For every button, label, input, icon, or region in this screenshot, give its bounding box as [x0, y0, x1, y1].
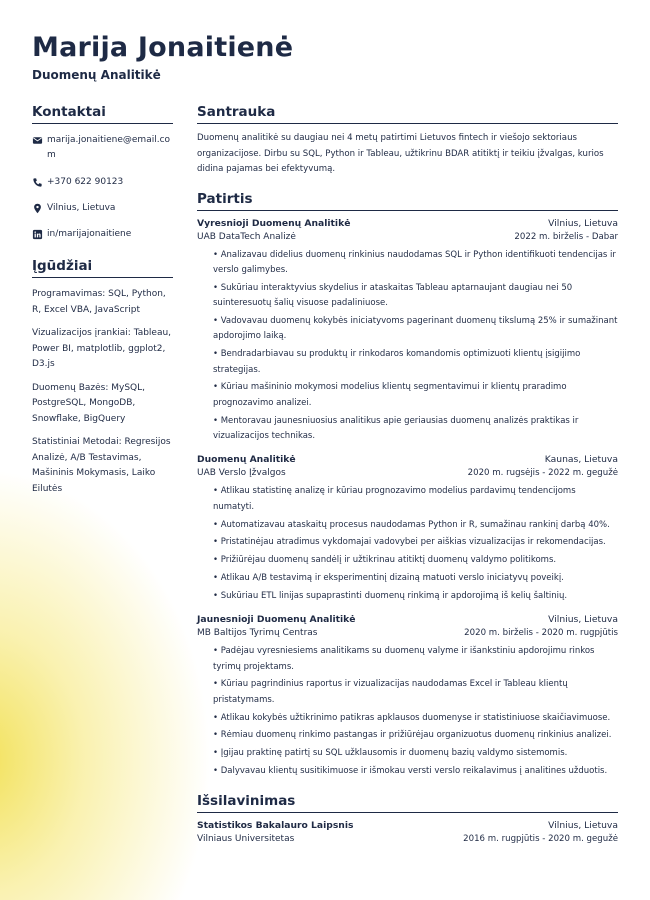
- job-bullets: [197, 248, 618, 445]
- contact-phone-text: +370 622 90123: [47, 177, 124, 187]
- summary-text: Duomenų analitikė su daugiau nei 4 metų patirtimi Lietuvos fintech ir viešojo sektoriaus organizacijose. Dirbu su SQL, Python ir Tableau, užtikrinu BDAR atitiktį ir teikiu įžvalgas, kurios didina pajamas bei efektyvumą.: [197, 133, 604, 174]
- education-location: Vilnius, Lietuva: [548, 820, 618, 832]
- job-bullet: • Rėmiau duomenų rinkimo pastangas ir prižiūrėjau organizuotus duomenų rinkinius analizei.: [213, 728, 618, 743]
- phone-icon: [32, 177, 43, 188]
- contact-linkedin[interactable]: [32, 227, 173, 242]
- summary-heading: Santrauka: [197, 104, 618, 124]
- job-company: UAB DataTech Analizė: [197, 231, 296, 242]
- job-bullet: • Sukūriau interaktyvius skydelius ir ataskaitas Tableau aptarnaujant daugiau nei 50 suinteresuotų šalių visuose padaliniuose.: [213, 281, 618, 312]
- job-location: Kaunas, Lietuva: [544, 454, 618, 466]
- job-dates: 2022 m. birželis - Dabar: [514, 231, 618, 242]
- contacts-heading: Kontaktai: [32, 104, 173, 124]
- education-degree: Statistikos Bakalauro Laipsnis: [197, 820, 354, 832]
- job-bullet: • Automatizavau ataskaitų procesus naudodamas Python ir R, sumažinau rankinį darbą 40%.: [213, 518, 618, 533]
- job-bullet: • Padėjau vyresniesiems analitikams su duomenų valyme ir išankstiniu apdorojimu rinkos tyrimų projektams.: [213, 644, 618, 675]
- education-entry: [197, 819, 618, 846]
- job-bullet: • Įgijau praktinę patirtį su SQL užklausomis ir duomenų bazių valdymo sistemomis.: [213, 746, 618, 761]
- job-dates: 2020 m. birželis - 2020 m. rugpjūtis: [464, 628, 618, 639]
- job-title: Jaunesnioji Duomenų Analitikė: [197, 614, 356, 626]
- location-icon: [32, 203, 43, 214]
- job-bullet: • Sukūriau ETL linijas supaprastinti duomenų rinkimą ir apdorojimą iš kelių šaltinių.: [213, 589, 618, 604]
- skill-item: Programavimas: SQL, Python, R, Excel VBA, JavaScript: [32, 289, 166, 315]
- job-title: Duomenų Analitikė: [197, 454, 296, 466]
- job-bullet: • Kūriau pagrindinius raportus ir vizualizacijas naudodamas Excel ir Tableau klientų pristatymams.: [213, 677, 618, 708]
- job-bullet: • Atlikau A/B testavimą ir eksperimentinį dizainą matuoti verslo iniciatyvų poveikį.: [213, 571, 618, 586]
- job-dates: 2020 m. rugsėjis - 2022 m. gegužė: [467, 468, 618, 479]
- skills-list: [32, 287, 173, 497]
- linkedin-icon: [32, 229, 43, 240]
- skills-heading: Įgūdžiai: [32, 258, 173, 278]
- job-location: Vilnius, Lietuva: [548, 614, 618, 626]
- job-bullet: • Analizavau didelius duomenų rinkinius naudodamas SQL ir Python identifikuoti tendencijas ir verslo galimybes.: [213, 248, 618, 279]
- education-heading: Išsilavinimas: [197, 793, 618, 813]
- job-bullets: [197, 644, 618, 779]
- education-school: Vilniaus Universitetas: [197, 834, 295, 845]
- job-bullet: • Dalyvavau klientų susitikimuose ir išmokau versti verslo reikalavimus į analitines užduotis.: [213, 764, 618, 779]
- job-bullet: • Vadovavau duomenų kokybės iniciatyvoms pagerinant duomenų tikslumą 25% ir sumažinant apdorojimo laiką.: [213, 314, 618, 345]
- job-bullet: • Prižiūrėjau duomenų sandėlį ir užtikrinau atitiktį duomenų valdymo politikoms.: [213, 553, 618, 568]
- job-entry: [197, 453, 618, 604]
- education-dates: 2016 m. rugpjūtis - 2020 m. gegužė: [463, 834, 618, 845]
- candidate-role: Duomenų Analitikė: [32, 68, 161, 82]
- job-entry: [197, 613, 618, 779]
- skill-item: Statistiniai Metodai: Regresijos Analizė, A/B Testavimas, Mašininis Mokymasis, Laiko Eilutės: [32, 437, 171, 494]
- contact-phone[interactable]: [32, 175, 173, 190]
- job-bullet: • Atlikau kokybės užtikrinimo patikras apklausos duomenyse ir statistiniuose skaičiavimuose.: [213, 711, 618, 726]
- experience-heading: Patirtis: [197, 191, 618, 211]
- job-bullet: • Bendradarbiavau su produktų ir rinkodaros komandomis optimizuoti klientų įsigijimo strategijas.: [213, 347, 618, 378]
- contact-location-text: Vilnius, Lietuva: [47, 203, 116, 213]
- skill-item: Duomenų Bazės: MySQL, PostgreSQL, MongoDB, Snowflake, BigQuery: [32, 382, 146, 424]
- job-bullet: • Mentoravau jaunesniuosius analitikus apie geriausias duomenų analizės praktikas ir vizualizacijos technikas.: [213, 414, 618, 445]
- right-column: [197, 104, 618, 846]
- contact-email-text: marija.jonaitiene@email.com: [47, 135, 171, 160]
- left-column: [32, 104, 173, 505]
- job-bullet: • Pristatinėjau atradimus vykdomajai vadovybei per aiškias vizualizacijas ir rekomendacijas.: [213, 535, 618, 550]
- job-location: Vilnius, Lietuva: [548, 217, 618, 229]
- job-company: MB Baltijos Tyrimų Centras: [197, 628, 318, 639]
- job-title: Vyresnioji Duomenų Analitikė: [197, 217, 351, 229]
- candidate-name: Marija Jonaitienė: [32, 32, 294, 63]
- job-bullets: [197, 484, 618, 604]
- job-bullet: • Kūriau mašininio mokymosi modelius klientų segmentavimui ir klientų praradimo prognozavimo analizei.: [213, 380, 618, 411]
- job-entry: [197, 217, 618, 445]
- contact-email[interactable]: [32, 133, 173, 163]
- skill-item: Vizualizacijos įrankiai: Tableau, Power BI, matplotlib, ggplot2, D3.js: [32, 328, 172, 369]
- contact-linkedin-text: in/marijajonaitiene: [47, 229, 132, 239]
- mail-icon: [32, 135, 43, 146]
- job-company: UAB Verslo Įžvalgos: [197, 468, 286, 479]
- job-bullet: • Atlikau statistinę analizę ir kūriau prognozavimo modelius pardavimų tendencijoms numatyti.: [213, 484, 618, 515]
- contact-location: [32, 201, 173, 216]
